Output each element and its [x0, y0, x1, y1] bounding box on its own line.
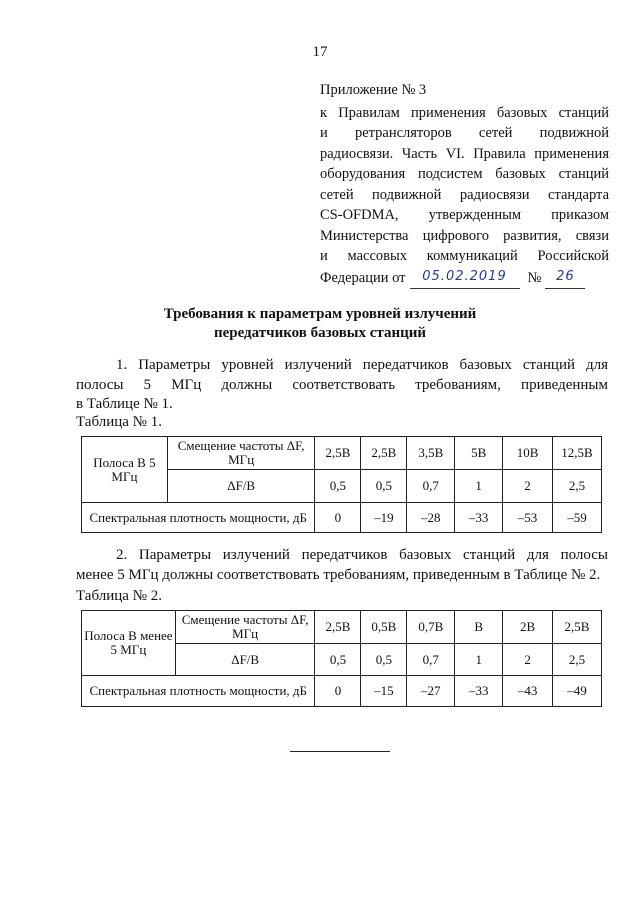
- end-divider: [290, 751, 390, 752]
- offset-cell: 12,5В: [553, 437, 602, 470]
- ratio-cell: 2,5: [553, 644, 602, 676]
- psd-cell: –33: [455, 676, 503, 707]
- paragraph-2-line-2: менее 5 МГц должны соответствовать требованиям, приведенным в Таблице № 2.: [76, 566, 601, 583]
- handwritten-number: 26: [545, 267, 585, 289]
- offset-cell: 2,5В: [361, 437, 407, 470]
- band-label-cell: Полоса В 5 МГц: [82, 437, 168, 503]
- band-label-cell: Полоса В менее 5 МГц: [82, 611, 176, 676]
- offset-cell: 10В: [503, 437, 553, 470]
- psd-cell: –15: [361, 676, 407, 707]
- psd-cell: –59: [553, 503, 602, 533]
- appendix-last-prefix: Федерации от: [320, 270, 406, 286]
- offset-cell: 3,5В: [407, 437, 455, 470]
- table-row: [82, 676, 602, 707]
- offset-cell: 0,7В: [407, 611, 455, 644]
- psd-cell: –33: [455, 503, 503, 533]
- offset-cell: 2,5В: [553, 611, 602, 644]
- table-2-caption: Таблица № 2.: [76, 588, 162, 604]
- heading-line-2: передатчиков базовых станций: [213, 325, 427, 341]
- psd-cell: 0: [315, 676, 361, 707]
- table-2: [81, 610, 602, 707]
- psd-label-cell: Спектральная плотность мощности, дБ: [82, 676, 315, 707]
- ratio-cell: 0,5: [361, 644, 407, 676]
- offset-label-cell: Смещение частоты ΔF, МГц: [167, 437, 315, 470]
- appendix-line: и массовых коммуникаций Российской: [320, 248, 609, 264]
- ratio-label-cell: ΔF/B: [175, 644, 315, 676]
- offset-cell: 2,5В: [315, 437, 361, 470]
- ratio-cell: 0,5: [315, 470, 361, 503]
- appendix-date-line: [320, 267, 609, 289]
- psd-cell: –28: [407, 503, 455, 533]
- appendix-block: [320, 80, 609, 289]
- psd-cell: –19: [361, 503, 407, 533]
- psd-cell: 0: [315, 503, 361, 533]
- appendix-line: радиосвязи. Часть VI. Правила применения: [320, 145, 609, 162]
- table-1: [81, 436, 602, 533]
- offset-cell: 2В: [503, 611, 553, 644]
- appendix-line: и ретрансляторов сетей подвижной: [320, 125, 609, 141]
- table-row: [82, 437, 602, 470]
- paragraph-1-line-2: полосы 5 МГц должны соответствовать требованиям, приведенным: [76, 376, 608, 393]
- handwritten-date: 05.02.2019: [410, 267, 520, 289]
- offset-cell: 0,5В: [361, 611, 407, 644]
- ratio-cell: 0,7: [407, 644, 455, 676]
- appendix-line: оборудования подсистем базовых станций: [320, 166, 609, 182]
- offset-cell: В: [455, 611, 503, 644]
- paragraph-1-line-1: 1. Параметры уровней излучений передатчиков базовых станций для: [116, 357, 608, 373]
- number-sign: №: [527, 270, 542, 286]
- appendix-title: Приложение № 3: [320, 82, 427, 98]
- ratio-cell: 1: [455, 644, 503, 676]
- offset-cell: 2,5В: [315, 611, 361, 644]
- paragraph-1-line-3: в Таблице № 1.: [76, 396, 173, 412]
- ratio-cell: 2: [503, 470, 553, 503]
- ratio-cell: 2,5: [553, 470, 602, 503]
- paragraph-1: [76, 356, 608, 415]
- ratio-cell: 0,5: [315, 644, 361, 676]
- ratio-label-cell: ΔF/B: [167, 470, 315, 503]
- psd-cell: –49: [553, 676, 602, 707]
- page-number: 17: [312, 44, 328, 60]
- psd-cell: –53: [503, 503, 553, 533]
- psd-label-cell: Спектральная плотность мощности, дБ: [82, 503, 315, 533]
- table-1-caption: Таблица № 1.: [76, 414, 162, 430]
- paragraph-2: [76, 546, 608, 585]
- offset-label-cell: Смещение частоты ΔF, МГц: [175, 611, 315, 644]
- ratio-cell: 1: [455, 470, 503, 503]
- section-heading: [0, 305, 640, 343]
- appendix-line: к Правилам применения базовых станций: [320, 104, 609, 121]
- table-row: [82, 611, 602, 644]
- paragraph-2-line-1: 2. Параметры излучений передатчиков базовых станций для полосы: [116, 547, 608, 563]
- ratio-cell: 0,5: [361, 470, 407, 503]
- table-row: [82, 503, 602, 533]
- ratio-cell: 0,7: [407, 470, 455, 503]
- offset-cell: 5В: [455, 437, 503, 470]
- heading-line-1: Требования к параметрам уровней излучений: [163, 306, 477, 322]
- appendix-line: сетей подвижной радиосвязи стандарта: [320, 186, 609, 203]
- appendix-line: Министерства цифрового развития, связи: [320, 227, 609, 244]
- appendix-line: CS-OFDMA, утвержденным приказом: [320, 207, 609, 223]
- psd-cell: –43: [503, 676, 553, 707]
- psd-cell: –27: [407, 676, 455, 707]
- ratio-cell: 2: [503, 644, 553, 676]
